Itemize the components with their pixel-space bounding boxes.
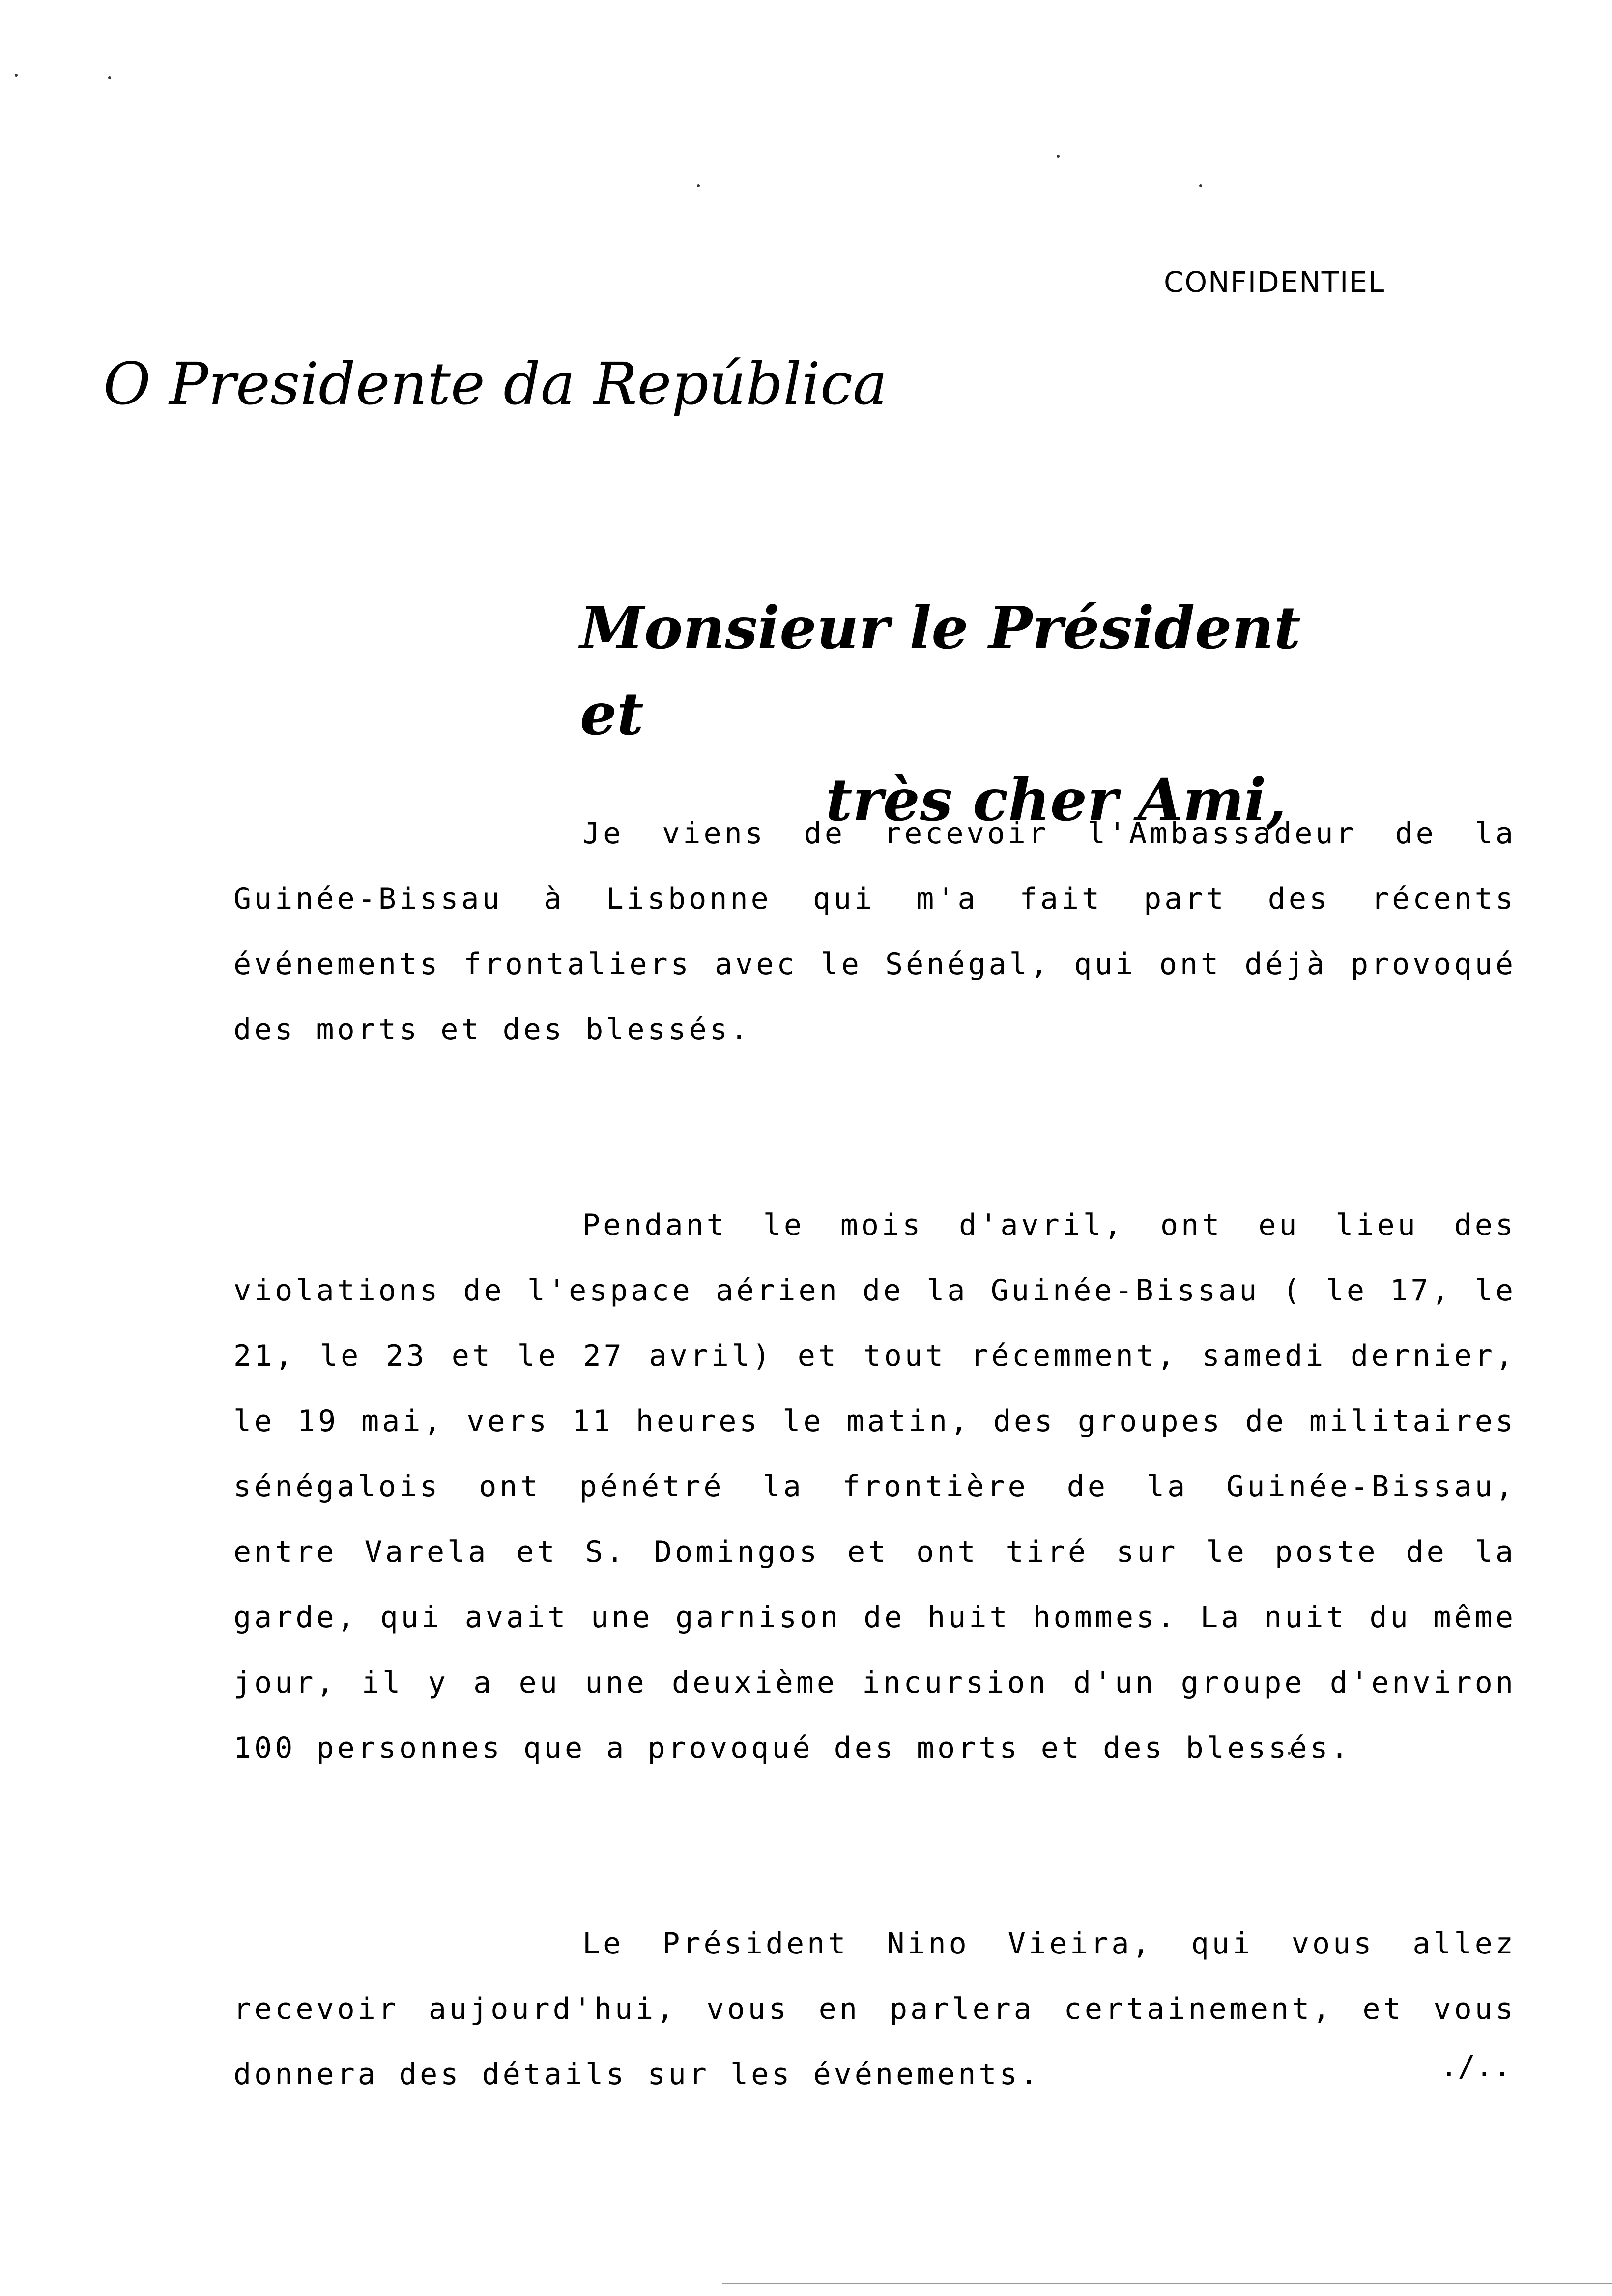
letter-body (233, 801, 1516, 2238)
salutation-line-1: Monsieur le Président et (580, 594, 1301, 748)
body-paragraph: Pendant le mois d'avril, ont eu lieu des violations de l'espace aérien de la Guinée-Bissau ( le 17, le 21, le 23 et le 27 avril) et tout récemment, samedi dernier, le 19 mai, vers 11 heures le matin, des groupes de militaires sénégalois ont pénétré la frontière de la Guinée-Bissau, entre Varela et S. Domingos et ont tiré sur le poste de la garde, qui avait une garnison de huit hommes. La nuit du même jour, il y a eu une deuxième incursion d'un groupe d'environ 100 personnes que a provoqué des morts et des blessés. (233, 1208, 1516, 1765)
salutation-line-2: très cher Ami, (826, 766, 1287, 834)
scan-speck (15, 74, 18, 77)
scan-speck (697, 184, 700, 187)
classification-label: CONFIDENTIEL (1164, 265, 1385, 299)
scan-speck (1199, 184, 1202, 187)
page-bottom-edge (722, 2283, 1612, 2284)
body-paragraph: Je viens de recevoir l'Ambassadeur de la Guinée-Bissau à Lisbonne qui m'a fait part des récents événements frontaliers avec le Sénégal, qui ont déjà provoqué des morts et des blessés. (233, 816, 1516, 1047)
scan-speck (1057, 155, 1060, 158)
continuation-mark: ./.. (1440, 2049, 1511, 2084)
scan-speck (108, 76, 111, 79)
body-paragraph: Le Président Nino Vieira, qui vous allez recevoir aujourd'hui, vous en parlera certainement, et vous donnera des détails sur les événements. (233, 1926, 1516, 2092)
letterhead-title: O Presidente da República (103, 350, 888, 418)
